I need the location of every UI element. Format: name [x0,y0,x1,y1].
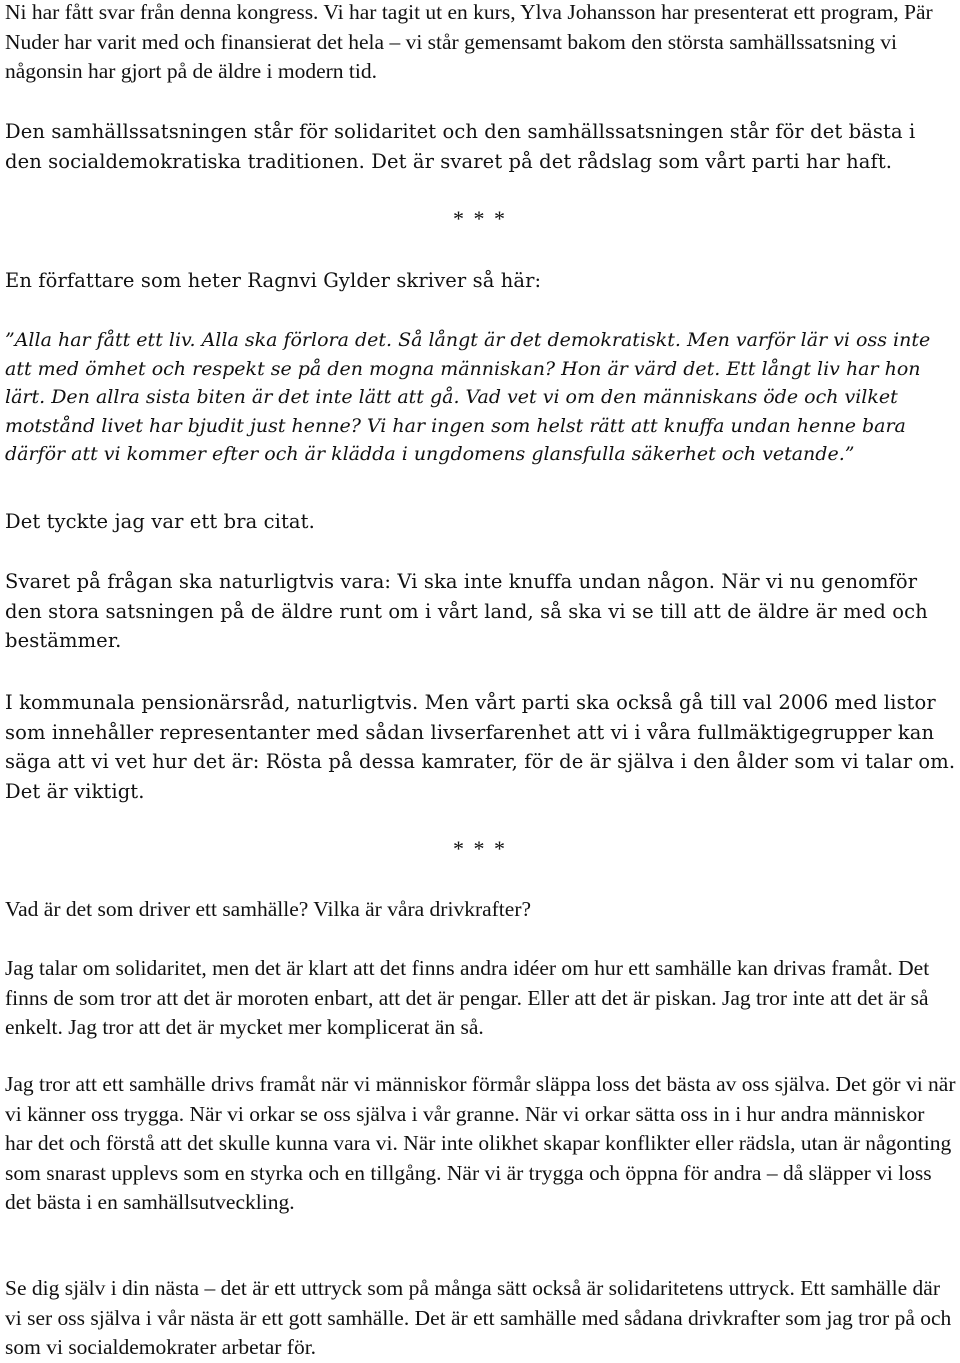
paragraph-solidarity: Den samhällssatsningen står för solidaritet och den samhällssatsningen står för det bästa i den socialdemokratiska traditionen. Det är svaret på det rådslag som vårt parti har haft. [5,120,916,173]
paragraph-society-driven: Jag tror att ett samhälle drivs framåt när vi människor förmår släppa loss det bästa av oss själva. Det gör vi när vi känner oss trygga. När vi orkar se oss själva i vår granne. När vi orkar sätta oss in i hur andra människor har det och förstå att det skulle kunna vara vi. När inte olikhet skapar konflikter eller rädsla, utan är någonting som snarast upplevs som en styrka och en tillgång. När vi är trygga och öppna för andra – då släpper vi loss det bästa i en samhällsutveckling. [5,1072,956,1214]
paragraph-pension-councils: I kommunala pensionärsråd, naturligtvis. Men vårt parti ska också gå till val 2006 med listor som innehåller representanter med sådan livserfarenhet att vi i våra fullmäktigegrupper kan säga att vi vet hur det är: Rösta på dessa kamrater, för de är själva i den ålder som vi talar om. Det är viktigt. [5,691,956,803]
section-divider: * * * [453,206,507,231]
paragraph-neighbor: Se dig själv i din nästa – det är ett uttryck som på många sätt också är solidaritetens uttryck. Ett samhälle där vi ser oss själva i vår nästa är ett gott samhälle. Det är ett samhälle med sådana drivkrafter som jag tror på och som vi socialdemokrater arbetar för. [5,1276,952,1359]
paragraph-author-intro: En författare som heter Ragnvi Gylder skriver så här: [5,269,542,292]
paragraph-answer: Svaret på frågan ska naturligtvis vara: Vi ska inte knuffa undan någon. När vi nu genomför den stora satsningen på de äldre runt om i vårt land, så ska vi se till att de äldre är med och bestämmer. [5,570,928,652]
paragraph-question: Vad är det som driver ett samhälle? Vilka är våra drivkrafter? [5,897,532,921]
section-divider-2: * * * [453,836,507,861]
paragraph-good-quote: Det tyckte jag var ett bra citat. [5,510,315,533]
quote-block: ”Alla har fått ett liv. Alla ska förlora det. Så långt är det demokratiskt. Men varför lär vi oss inte att med ömhet och respekt se på den mogna människan? Hon är värd det. Ett långt liv har hon lärt. Den allra sista biten är det inte lätt att gå. Vad vet vi om den människans öde och vilket motstånd livet har bjudit just henne? Vi har ingen som helst rätt att knuffa undan henne bara därför att vi kommer efter och är klädda i ungdomens glansfulla säkerhet och vetande.” [5,329,931,465]
paragraph-intro: Ni har fått svar från denna kongress. Vi har tagit ut en kurs, Ylva Johansson har presenterat ett program, Pär Nuder har varit med och finansierat det hela – vi står gemensamt bakom den största samhällssatsning vi någonsin har gjort på de äldre i modern tid. [5,0,933,83]
paragraph-solidarity-ideas: Jag talar om solidaritet, men det är klart att det finns andra idéer om hur ett samhälle kan drivas framåt. Det finns de som tror att det är moroten enbart, att det är pengar. Eller att det är piskan. Jag tror inte att det är så enkelt. Jag tror att det är mycket mer komplicerat än så. [5,956,930,1039]
